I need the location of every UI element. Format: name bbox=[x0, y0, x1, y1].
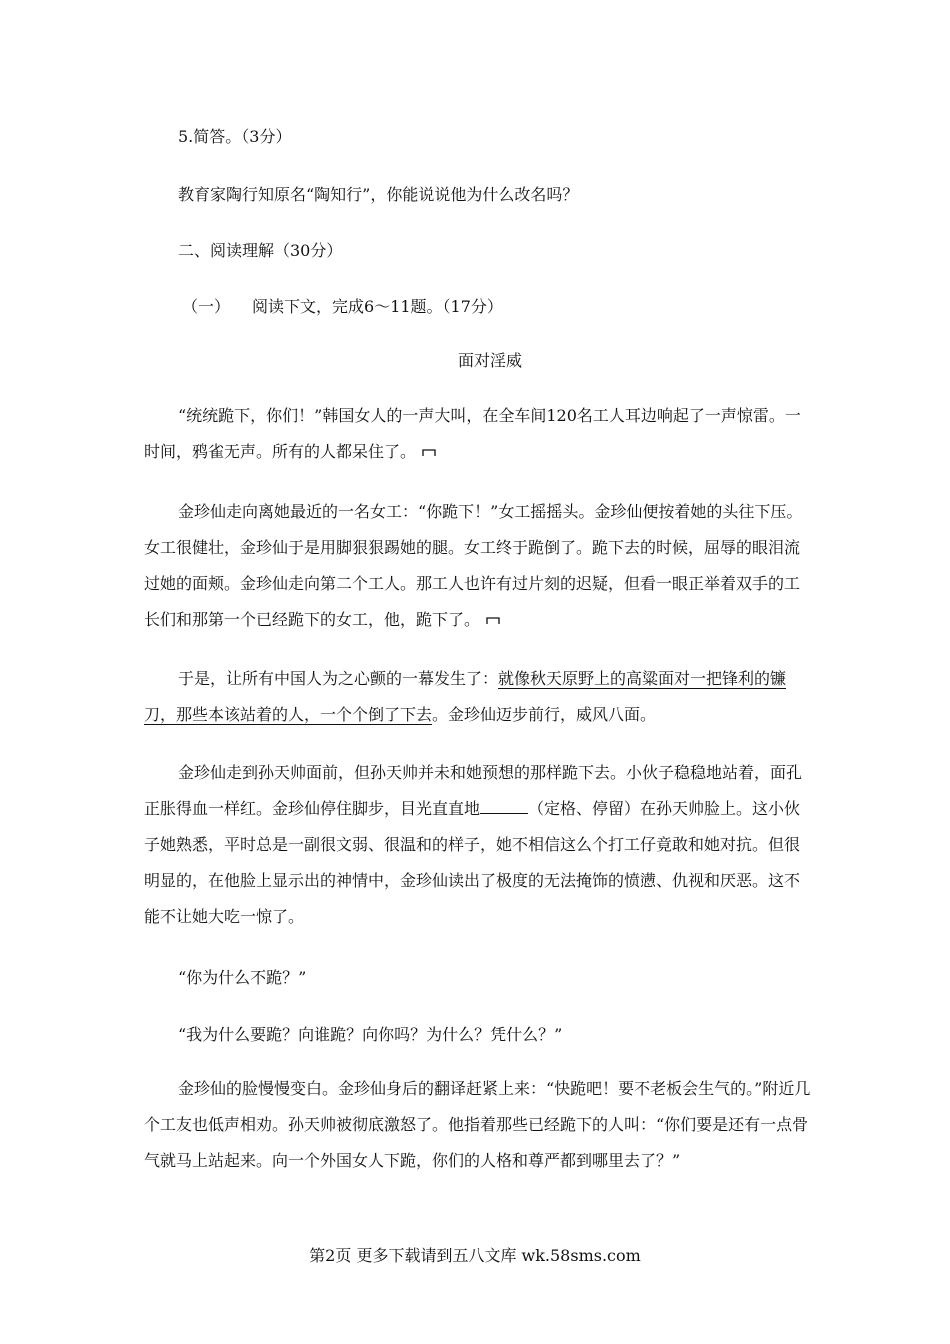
story-paragraph-6: “我为什么要跪？向谁跪？向你吗？为什么？凭什么？” bbox=[178, 1025, 563, 1044]
story-title: 面对淫威 bbox=[458, 351, 523, 370]
story-paragraph-5: “你为什么不跪？” bbox=[178, 968, 307, 987]
story-paragraph-4 bbox=[144, 755, 814, 935]
story-paragraph-3 bbox=[144, 661, 814, 733]
paragraph-3-tail: 。金珍仙迈步前行，威风八面。 bbox=[432, 705, 657, 724]
fill-in-blank[interactable] bbox=[480, 797, 528, 814]
page-footer: 第2页 更多下载请到五八文库 wk.58sms.com bbox=[309, 1246, 641, 1265]
story-paragraph-1 bbox=[144, 398, 814, 470]
paragraph-4-lead: 金珍仙走到孙天帅面前，但孙天帅并未和她预想的那样跪下去。小伙子稳稳地站着，面孔正胀得血一样红。金珍仙停住脚步，目光直直地 bbox=[144, 763, 803, 818]
part-1-instruction: 阅读下文，完成6～11题。（17分） bbox=[252, 297, 503, 316]
story-paragraph-2 bbox=[144, 494, 814, 638]
paragraph-mark-icon bbox=[486, 616, 500, 625]
section-2-heading: 二、阅读理解（30分） bbox=[178, 241, 343, 260]
part-1-heading bbox=[182, 296, 503, 318]
story-paragraph-7: 金珍仙的脸慢慢变白。金珍仙身后的翻译赶紧上来：“快跪吧！要不老板会生气的。”附近几个工友也低声相劝。孙天帅被彻底激怒了。他指着那些已经跪下的人叫：“你们要是还有一点骨气就马上站起来。向一个外国女人下跪，你们的人格和尊严都到哪里去了？” bbox=[144, 1079, 811, 1170]
paragraph-3-lead: 于是，让所有中国人为之心颤的一幕发生了： bbox=[178, 669, 499, 688]
underlined-sentence: 就像秋天原野上的高粱面对一把锋利的镰刀，那些本该站着的人，一个个倒了下去 bbox=[144, 669, 787, 724]
paragraph-mark-icon bbox=[422, 448, 436, 457]
question-5-prompt: 教育家陶行知原名“陶知行”，你能说说他为什么改名吗？ bbox=[178, 185, 579, 204]
part-1-label: （一） bbox=[182, 297, 231, 316]
paragraph-4-tail: （定格、停留）在孙天帅脸上。这小伙子她熟悉，平时总是一副很文弱、很温和的样子，她不相信这么个打工仔竟敢和她对抗。但很明显的，在他脸上显示出的神情中，金珍仙读出了极度的无法掩饰的愤懑、仇视和厌恶。这不能不让她大吃一惊了。 bbox=[144, 799, 801, 926]
paragraph-2-text: 金珍仙走向离她最近的一名女工：“你跪下！”女工摇摇头。金珍仙便按着她的头往下压。女工很健壮，金珍仙于是用脚狠狠踢她的腿。女工终于跪倒了。跪下去的时候，屈辱的眼泪流过她的面颊。金珍仙走向第二个工人。那工人也许有过片刻的迟疑，但看一眼正举着双手的工长们和那第一个已经跪下的女工，他，跪下了。 bbox=[144, 502, 803, 629]
paragraph-1-text: “统统跪下，你们！”韩国女人的一声大叫，在全车间120名工人耳边响起了一声惊雷。一时间，鸦雀无声。所有的人都呆住了。 bbox=[144, 406, 801, 461]
question-5-title: 5.简答。（3分） bbox=[178, 127, 292, 146]
